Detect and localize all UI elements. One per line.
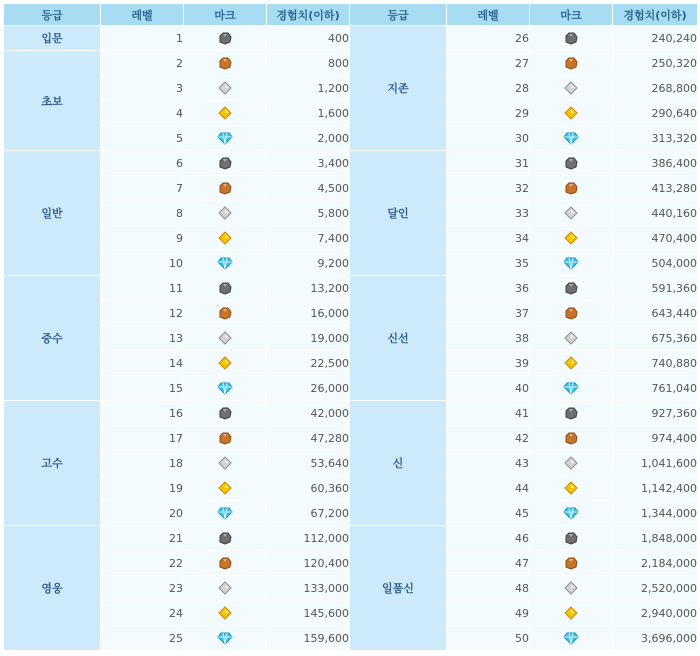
diamond-gem-icon: [217, 506, 233, 520]
gold-gem-icon: [217, 356, 233, 370]
exp-cell: 2,000: [267, 126, 350, 151]
exp-cell: 1,041,600: [613, 451, 698, 476]
mark-cell: [530, 126, 613, 151]
exp-cell: 120,400: [267, 551, 350, 576]
exp-cell: 19,000: [267, 326, 350, 351]
mark-cell: [184, 201, 267, 226]
exp-cell: 112,000: [267, 526, 350, 551]
mark-cell: [530, 301, 613, 326]
exp-cell: 3,400: [267, 151, 350, 176]
level-cell: 16: [101, 401, 184, 426]
level-cell: 15: [101, 376, 184, 401]
exp-cell: 42,000: [267, 401, 350, 426]
level-cell: 29: [447, 101, 530, 126]
mark-cell: [184, 351, 267, 376]
bronze-gem-icon: [563, 56, 579, 70]
bronze-gem-icon: [563, 556, 579, 570]
diamond-gem-icon: [217, 131, 233, 145]
header-row: [4, 4, 698, 26]
diamond-gem-icon: [217, 256, 233, 270]
mark-cell: [184, 551, 267, 576]
bronze-gem-icon: [217, 431, 233, 445]
mark-cell: [184, 51, 267, 76]
level-cell: 46: [447, 526, 530, 551]
exp-cell: 1,200: [267, 76, 350, 101]
level-cell: 5: [101, 126, 184, 151]
exp-cell: 47,280: [267, 426, 350, 451]
grade-cell: 입문: [4, 26, 101, 51]
level-cell: 2: [101, 51, 184, 76]
header-level-left: 레벨: [101, 4, 184, 26]
stone-gem-icon: [563, 531, 579, 545]
mark-cell: [184, 101, 267, 126]
gold-gem-icon: [563, 606, 579, 620]
stone-gem-icon: [563, 156, 579, 170]
mark-cell: [184, 451, 267, 476]
mark-cell: [530, 51, 613, 76]
mark-cell: [530, 451, 613, 476]
grade-cell: 일반: [4, 151, 101, 276]
bronze-gem-icon: [217, 56, 233, 70]
level-cell: 39: [447, 351, 530, 376]
level-cell: 35: [447, 251, 530, 276]
gold-gem-icon: [563, 231, 579, 245]
mark-cell: [530, 176, 613, 201]
gold-gem-icon: [217, 106, 233, 120]
bronze-gem-icon: [563, 181, 579, 195]
level-cell: 42: [447, 426, 530, 451]
diamond-gem-icon: [563, 381, 579, 395]
diamond-gem-icon: [217, 631, 233, 645]
level-cell: 37: [447, 301, 530, 326]
exp-cell: 313,320: [613, 126, 698, 151]
stone-gem-icon: [217, 281, 233, 295]
level-cell: 9: [101, 226, 184, 251]
grade-cell: 달인: [350, 151, 447, 276]
level-cell: 31: [447, 151, 530, 176]
mark-cell: [530, 326, 613, 351]
stone-gem-icon: [217, 406, 233, 420]
silver-gem-icon: [217, 456, 233, 470]
mark-cell: [184, 126, 267, 151]
exp-cell: 9,200: [267, 251, 350, 276]
gold-gem-icon: [217, 231, 233, 245]
header-mark-right: 마크: [530, 4, 613, 26]
grade-cell: 지존: [350, 26, 447, 151]
diamond-gem-icon: [217, 381, 233, 395]
level-cell: 21: [101, 526, 184, 551]
gold-gem-icon: [563, 106, 579, 120]
silver-gem-icon: [563, 456, 579, 470]
mark-cell: [184, 251, 267, 276]
level-cell: 18: [101, 451, 184, 476]
mark-cell: [530, 101, 613, 126]
level-cell: 3: [101, 76, 184, 101]
exp-cell: 4,500: [267, 176, 350, 201]
level-cell: 32: [447, 176, 530, 201]
silver-gem-icon: [563, 331, 579, 345]
exp-cell: 67,200: [267, 501, 350, 526]
grade-cell: 중수: [4, 276, 101, 401]
level-cell: 41: [447, 401, 530, 426]
diamond-gem-icon: [563, 631, 579, 645]
exp-cell: 133,000: [267, 576, 350, 601]
mark-cell: [184, 501, 267, 526]
level-table-body: [4, 26, 698, 651]
grade-cell: 신: [350, 401, 447, 526]
level-cell: 22: [101, 551, 184, 576]
grade-cell: 신선: [350, 276, 447, 401]
grade-cell: 초보: [4, 51, 101, 151]
mark-cell: [184, 301, 267, 326]
header-exp-left: 경험치(이하): [267, 4, 350, 26]
mark-cell: [530, 76, 613, 101]
level-cell: 10: [101, 251, 184, 276]
level-cell: 11: [101, 276, 184, 301]
mark-cell: [530, 26, 613, 51]
mark-cell: [530, 426, 613, 451]
exp-cell: 2,184,000: [613, 551, 698, 576]
mark-cell: [530, 501, 613, 526]
header-grade-right: 등급: [350, 4, 447, 26]
mark-cell: [530, 151, 613, 176]
mark-cell: [184, 626, 267, 651]
level-cell: 28: [447, 76, 530, 101]
level-cell: 49: [447, 601, 530, 626]
exp-cell: 240,240: [613, 26, 698, 51]
gold-gem-icon: [217, 606, 233, 620]
exp-cell: 504,000: [613, 251, 698, 276]
level-cell: 45: [447, 501, 530, 526]
table-row: [4, 26, 698, 51]
header-level-right: 레벨: [447, 4, 530, 26]
mark-cell: [184, 601, 267, 626]
level-cell: 6: [101, 151, 184, 176]
level-cell: 27: [447, 51, 530, 76]
level-cell: 50: [447, 626, 530, 651]
exp-cell: 1,142,400: [613, 476, 698, 501]
level-cell: 19: [101, 476, 184, 501]
exp-cell: 386,400: [613, 151, 698, 176]
level-cell: 1: [101, 26, 184, 51]
header-exp-right: 경험치(이하): [613, 4, 698, 26]
silver-gem-icon: [217, 206, 233, 220]
level-cell: 4: [101, 101, 184, 126]
exp-cell: 974,400: [613, 426, 698, 451]
mark-cell: [184, 326, 267, 351]
exp-cell: 22,500: [267, 351, 350, 376]
exp-cell: 1,848,000: [613, 526, 698, 551]
level-cell: 23: [101, 576, 184, 601]
mark-cell: [530, 376, 613, 401]
diamond-gem-icon: [563, 506, 579, 520]
exp-cell: 800: [267, 51, 350, 76]
mark-cell: [530, 601, 613, 626]
level-cell: 30: [447, 126, 530, 151]
mark-cell: [530, 226, 613, 251]
level-cell: 14: [101, 351, 184, 376]
exp-cell: 675,360: [613, 326, 698, 351]
exp-cell: 927,360: [613, 401, 698, 426]
level-cell: 33: [447, 201, 530, 226]
exp-cell: 53,640: [267, 451, 350, 476]
stone-gem-icon: [563, 31, 579, 45]
header-grade-left: 등급: [4, 4, 101, 26]
mark-cell: [184, 376, 267, 401]
diamond-gem-icon: [563, 131, 579, 145]
stone-gem-icon: [217, 31, 233, 45]
mark-cell: [530, 201, 613, 226]
gold-gem-icon: [563, 356, 579, 370]
exp-cell: 761,040: [613, 376, 698, 401]
stone-gem-icon: [563, 406, 579, 420]
mark-cell: [530, 476, 613, 501]
level-cell: 17: [101, 426, 184, 451]
mark-cell: [184, 276, 267, 301]
silver-gem-icon: [563, 206, 579, 220]
exp-cell: 13,200: [267, 276, 350, 301]
mark-cell: [184, 426, 267, 451]
exp-cell: 5,800: [267, 201, 350, 226]
mark-cell: [184, 226, 267, 251]
exp-cell: 268,800: [613, 76, 698, 101]
exp-cell: 1,600: [267, 101, 350, 126]
mark-cell: [184, 176, 267, 201]
table-row: [4, 526, 698, 551]
exp-cell: 3,696,000: [613, 626, 698, 651]
level-cell: 26: [447, 26, 530, 51]
diamond-gem-icon: [563, 256, 579, 270]
bronze-gem-icon: [217, 306, 233, 320]
level-cell: 36: [447, 276, 530, 301]
bronze-gem-icon: [563, 431, 579, 445]
level-cell: 44: [447, 476, 530, 501]
stone-gem-icon: [563, 281, 579, 295]
level-cell: 12: [101, 301, 184, 326]
level-cell: 47: [447, 551, 530, 576]
exp-cell: 413,280: [613, 176, 698, 201]
level-cell: 48: [447, 576, 530, 601]
table-row: [4, 151, 698, 176]
exp-cell: 60,360: [267, 476, 350, 501]
level-table: [3, 3, 698, 651]
level-cell: 8: [101, 201, 184, 226]
silver-gem-icon: [217, 81, 233, 95]
mark-cell: [530, 551, 613, 576]
level-cell: 25: [101, 626, 184, 651]
mark-cell: [530, 276, 613, 301]
mark-cell: [530, 626, 613, 651]
exp-cell: 7,400: [267, 226, 350, 251]
mark-cell: [530, 351, 613, 376]
bronze-gem-icon: [217, 181, 233, 195]
silver-gem-icon: [563, 81, 579, 95]
header-mark-left: 마크: [184, 4, 267, 26]
grade-cell: 일품신: [350, 526, 447, 651]
stone-gem-icon: [217, 531, 233, 545]
level-cell: 7: [101, 176, 184, 201]
level-cell: 24: [101, 601, 184, 626]
mark-cell: [530, 401, 613, 426]
silver-gem-icon: [217, 331, 233, 345]
exp-cell: 145,600: [267, 601, 350, 626]
mark-cell: [184, 576, 267, 601]
silver-gem-icon: [563, 581, 579, 595]
mark-cell: [184, 76, 267, 101]
exp-cell: 2,940,000: [613, 601, 698, 626]
silver-gem-icon: [217, 581, 233, 595]
exp-cell: 159,600: [267, 626, 350, 651]
mark-cell: [184, 526, 267, 551]
exp-cell: 250,320: [613, 51, 698, 76]
level-cell: 34: [447, 226, 530, 251]
mark-cell: [530, 576, 613, 601]
exp-cell: 740,880: [613, 351, 698, 376]
exp-cell: 643,440: [613, 301, 698, 326]
level-cell: 40: [447, 376, 530, 401]
grade-cell: 영웅: [4, 526, 101, 651]
mark-cell: [530, 251, 613, 276]
mark-cell: [184, 151, 267, 176]
exp-cell: 290,640: [613, 101, 698, 126]
exp-cell: 591,360: [613, 276, 698, 301]
stone-gem-icon: [217, 156, 233, 170]
exp-cell: 400: [267, 26, 350, 51]
mark-cell: [530, 526, 613, 551]
exp-cell: 440,160: [613, 201, 698, 226]
gold-gem-icon: [217, 481, 233, 495]
table-row: [4, 276, 698, 301]
exp-cell: 2,520,000: [613, 576, 698, 601]
level-cell: 43: [447, 451, 530, 476]
mark-cell: [184, 476, 267, 501]
level-cell: 13: [101, 326, 184, 351]
exp-cell: 26,000: [267, 376, 350, 401]
gold-gem-icon: [563, 481, 579, 495]
bronze-gem-icon: [217, 556, 233, 570]
mark-cell: [184, 401, 267, 426]
table-row: [4, 401, 698, 426]
level-cell: 38: [447, 326, 530, 351]
bronze-gem-icon: [563, 306, 579, 320]
level-cell: 20: [101, 501, 184, 526]
mark-cell: [184, 26, 267, 51]
grade-cell: 고수: [4, 401, 101, 526]
exp-cell: 16,000: [267, 301, 350, 326]
exp-cell: 470,400: [613, 226, 698, 251]
exp-cell: 1,344,000: [613, 501, 698, 526]
